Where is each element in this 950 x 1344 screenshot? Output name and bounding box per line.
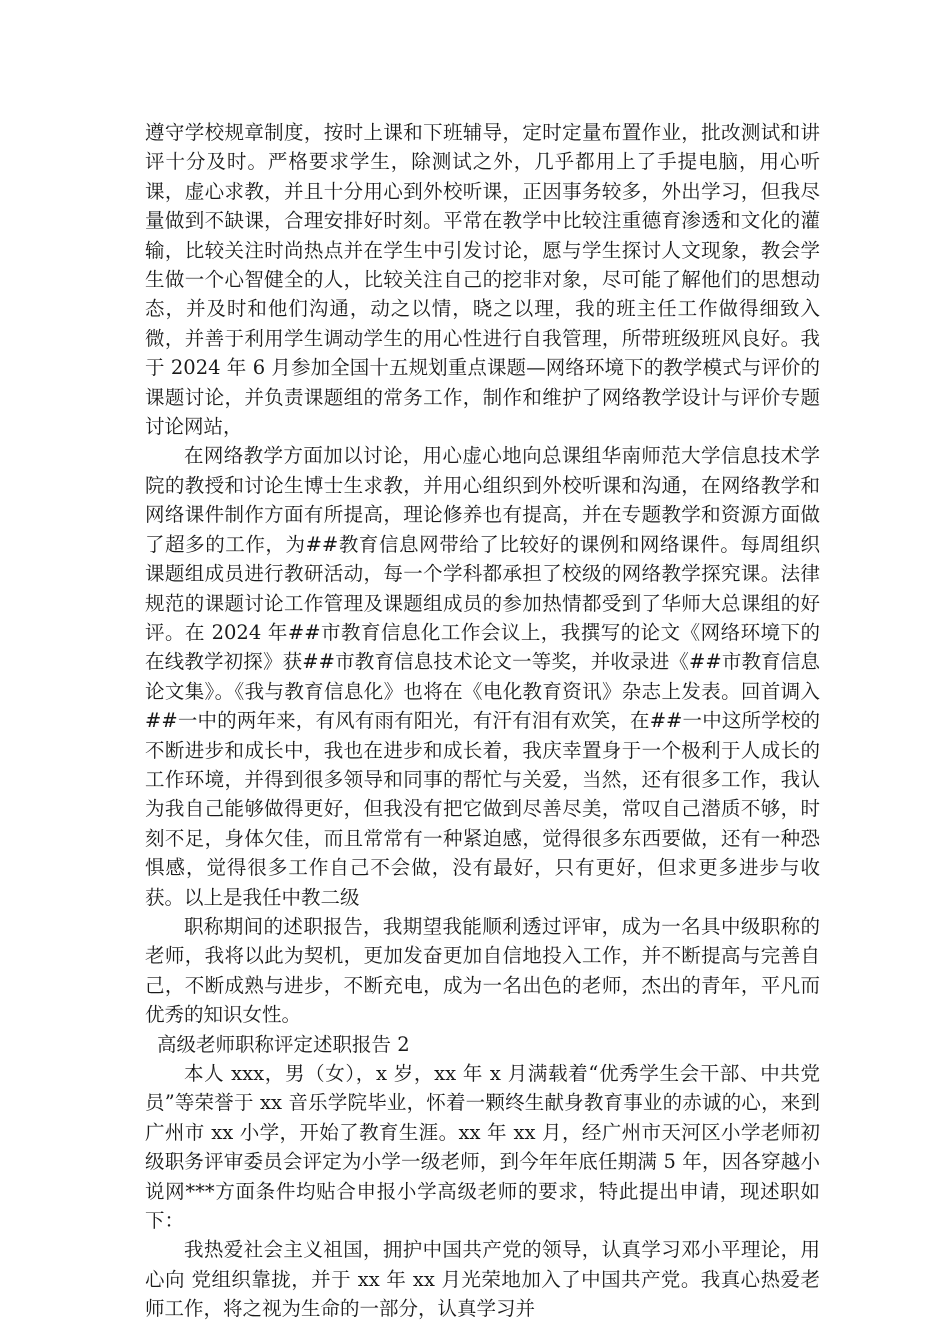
paragraph-political-stance: 我热爱社会主义祖国，拥护中国共产党的领导，认真学习邓小平理论，用心向 党组织靠拢，并于 xx 年 xx 月光荣地加入了中国共产党。我真心热爱老师工作，将之视为生命的一部分，认真学习并: [145, 1238, 820, 1321]
paragraph-performance-summary: 遵守学校规章制度，按时上课和下班辅导，定时定量布置作业，批改测试和讲评十分及时。严格要求学生，除测试之外，几乎都用上了手提电脑，用心听课，虚心求教，并且十分用心到外校听课，正因事务较多，外出学习，但我尽量做到不缺课，合理安排好时刻。平常在教学中比较注重德育渗透和文化的灌输，比较关注时尚热点并在学生中引发讨论，愿与学生探讨人文现象，教会学生做一个心智健全的人，比较关注自己的挖非对象，尽可能了解他们的思想动态，并及时和他们沟通，动之以情，晓之以理，我的班主任工作做得细致入微，并善于利用学生调动学生的用心性进行自我管理，所带班级班风良好。我于 2024 年 6 月参加全国十五规划重点课题—网络环境下的教学模式与评价的课题讨论，并负责课题组的常务工作，制作和维护了网络教学设计与评价专题讨论网站，: [145, 121, 820, 439]
document-body: [145, 118, 820, 1324]
section-heading-report-2: 高级老师职称评定述职报告 2: [157, 1032, 410, 1056]
paragraph-personal-intro: 本人 xxx，男（女），x 岁，xx 年 x 月满载着“优秀学生会干部、中共党员”等荣誉于 xx 音乐学院毕业，怀着一颗终生献身教育事业的赤诚的心，来到广州市 xx 小学，开始了教育生涯。xx 年 xx 月，经广州市天河区小学老师初级职务评审委员会评定为小学一级老师，到今年年底任期满 5 年，因各穿越小说网***方面条件均贴合申报小学高级老师的要求，特此提出申请，现述职如下：: [145, 1062, 820, 1233]
paragraph-closing-statement: 职称期间的述职报告，我期望我能顺利透过评审，成为一名具中级职称的老师，我将以此为契机，更加发奋更加自信地投入工作，并不断提高与完善自己，不断成熟与进步，不断充电，成为一名出色的老师，杰出的青年，平凡而优秀的知识女性。: [145, 914, 820, 1027]
paragraph-network-teaching: 在网络教学方面加以讨论，用心虚心地向总课组华南师范大学信息技术学院的教授和讨论生博士生求教，并用心组织到外校听课和沟通，在网络教学和网络课件制作方面有所提高，理论修养也有提高，并在专题教学和资源方面做了超多的工作，为##教育信息网带给了比较好的课例和网络课件。每周组织课题组成员进行教研活动，每一个学科都承担了校级的网络教学探究课。法律规范的课题讨论工作管理及课题组成员的参加热情都受到了华师大总课组的好评。在 2024 年##市教育信息化工作会议上，我撰写的论文《网络环境下的在线教学初探》获##市教育信息技术论文一等奖，并收录进《##市教育信息论文集》。《我与教育信息化》也将在《电化教育资讯》杂志上发表。回首调入##一中的两年来，有风有雨有阳光，有汗有泪有欢笑，在##一中这所学校的不断进步和成长中，我也在进步和成长着，我庆幸置身于一个极利于人成长的工作环境，并得到很多领导和同事的帮忙与关爱，当然，还有很多工作，我认为我自己能够做得更好，但我没有把它做到尽善尽美，常叹自己潜质不够，时刻不足，身体欠佳，而且常常有一种紧迫感，觉得很多东西要做，还有一种恐惧感，觉得很多工作自己不会做，没有最好，只有更好，但求更多进步与收获。以上是我任中教二级: [145, 444, 820, 909]
